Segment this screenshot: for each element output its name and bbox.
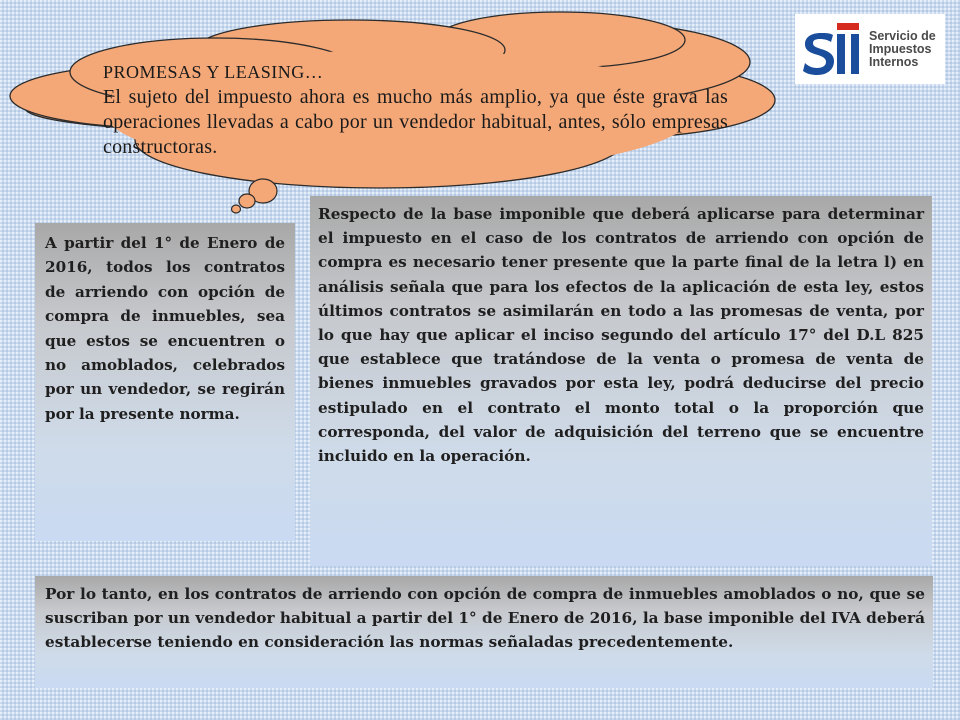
sii-logo (795, 14, 945, 84)
logo-line-1: Servicio de (869, 28, 936, 43)
sii-logo-mark (801, 21, 863, 77)
logo-text (869, 30, 936, 69)
left-text-box (35, 223, 295, 541)
cloud-body: El sujeto del impuesto ahora es mucho más amplio, ya que éste grava las operaciones llevadas a cabo por un vendedor habitual, antes, sólo empresas constructoras. (103, 86, 728, 158)
cloud-text (103, 60, 728, 160)
logo-line-3: Internos (869, 54, 919, 69)
right-text: Respecto de la base imponible que deberá aplicarse para determinar el impuesto en el caso de los contratos de arriendo con opción de compra es necesario tener presente que la parte final de la letra l) en análisis señala que para los efectos de la aplicación de esta ley, estos últimos contratos se asimilarán en todo a las promesas de venta, por lo que hay que aplicar el inciso segundo del artículo 17° del D.L 825 que establece que tratándose de la venta o promesa de venta de bienes inmuebles gravados por esta ley, podrá deducirse del precio estipulado en el contrato el monto total o la proporción que corresponda, del valor de adquisición del terreno que se encuentre incluido en la operación. (318, 205, 924, 466)
right-text-box (310, 196, 932, 566)
bottom-text: Por lo tanto, en los contratos de arriendo con opción de compra de inmuebles amoblados o no, que se suscriban por un vendedor habitual a partir del 1° de Enero de 2016, la base imponible del IVA deberá establecerse teniendo en consideración las normas señaladas precedentemente. (45, 585, 925, 652)
logo-line-2: Impuestos (869, 41, 932, 56)
cloud-title: PROMESAS Y LEASING… (103, 62, 324, 82)
bottom-text-box (35, 576, 933, 688)
left-text: A partir del 1° de Enero de 2016, todos los contratos de arriendo con opción de compra de inmuebles, sea que estos se encuentren o no amoblados, celebrados por un vendedor, se regirán por la presente norma. (45, 234, 285, 423)
